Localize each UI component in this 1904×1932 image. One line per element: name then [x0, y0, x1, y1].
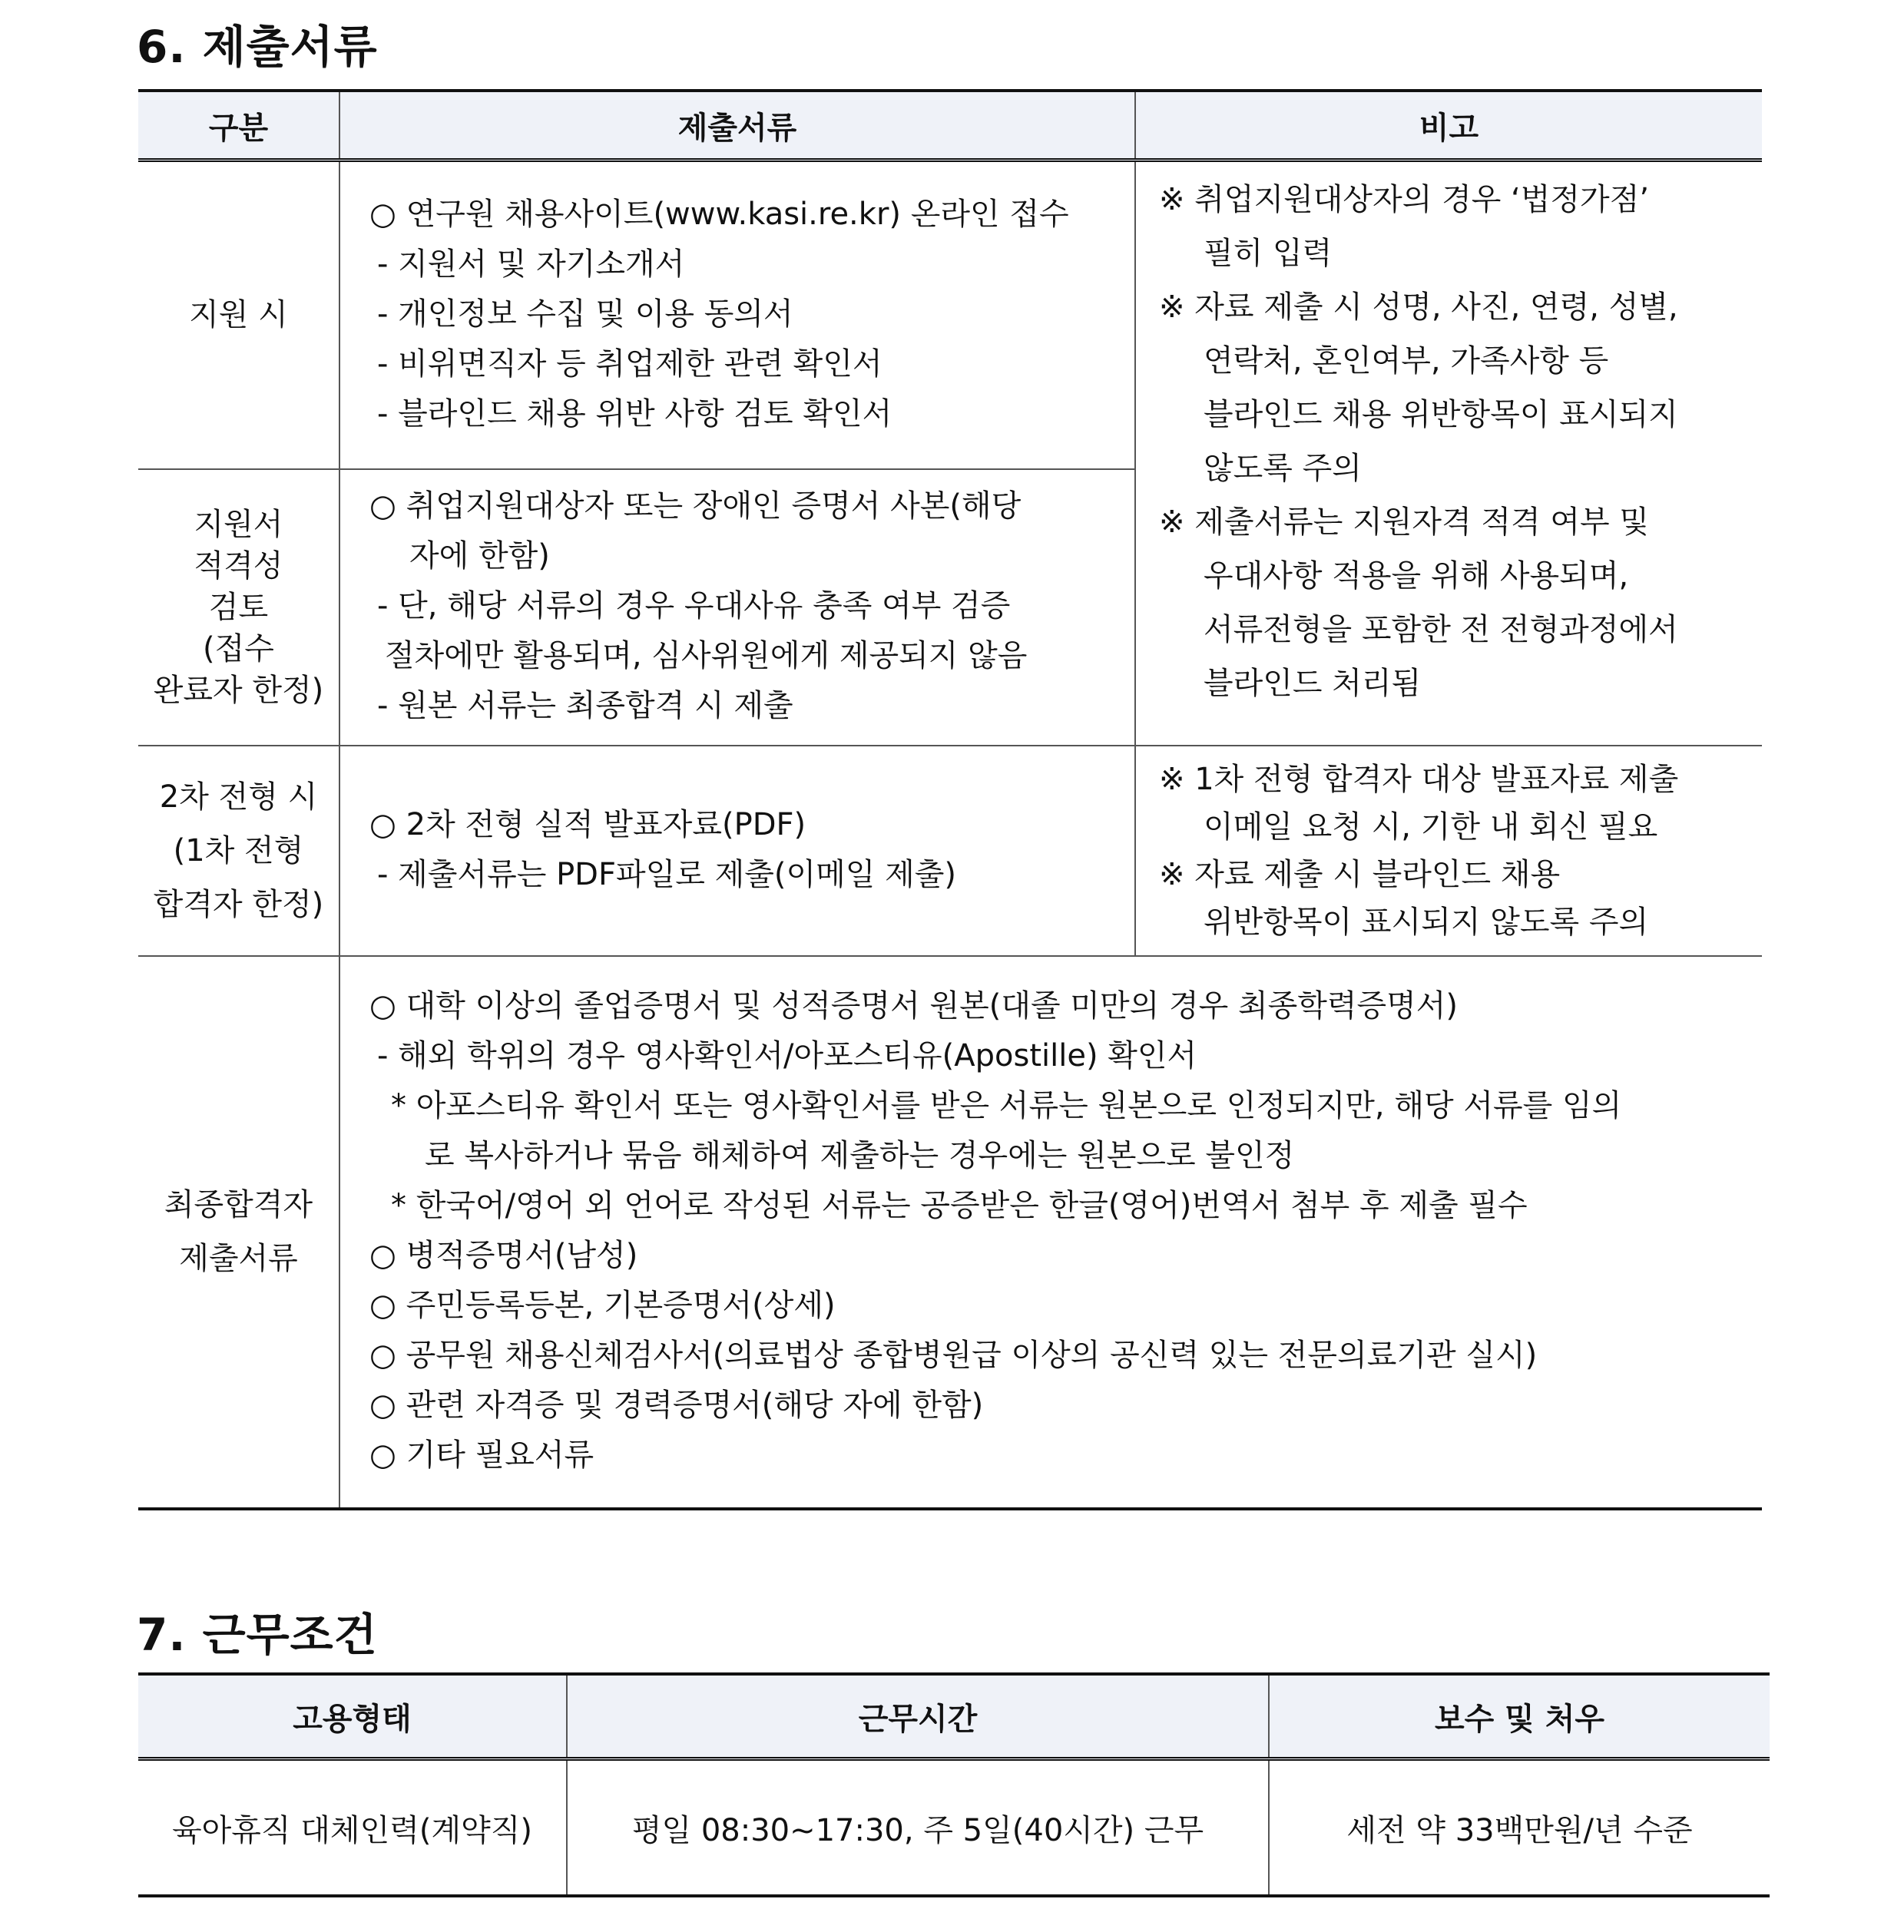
- document-item: ○ 기타 필요서류: [369, 1437, 594, 1473]
- header-remarks: 비고: [1135, 91, 1762, 160]
- document-item: ○ 주민등록등본, 기본증명서(상세): [369, 1288, 836, 1323]
- document-item: - 단, 해당 서류의 경우 우대사유 충족 여부 검증: [377, 588, 1011, 624]
- table-row: [138, 160, 1762, 469]
- document-item: 절차에만 활용되며, 심사위원에게 제공되지 않음: [385, 638, 1028, 673]
- document-item: - 지원서 및 자기소개서: [377, 246, 685, 282]
- row-category: [138, 469, 339, 746]
- document-item: ○ 병적증명서(남성): [369, 1238, 638, 1273]
- remark-item: ※ 1차 전형 합격자 대상 발표자료 제출: [1159, 761, 1679, 797]
- document-item: ○ 취업지원대상자 또는 장애인 증명서 사본(해당: [369, 488, 1022, 524]
- remark-item: 서류전형을 포함한 전 전형과정에서: [1204, 612, 1678, 647]
- category-text: 2차 전형 시: [159, 779, 318, 815]
- document-item: ○ 공무원 채용신체검사서(의료법상 종합병원급 이상의 공신력 있는 전문의료기관 실시): [369, 1338, 1538, 1373]
- table-row: [138, 746, 1762, 956]
- remark-item: 우대사항 적용을 위해 사용되며,: [1204, 558, 1629, 594]
- row-documents: [339, 956, 1762, 1509]
- category-text: 제출서류: [179, 1241, 298, 1276]
- remark-item: ※ 취업지원대상자의 경우 ‘법정가점’: [1159, 182, 1650, 217]
- table-row: [138, 956, 1762, 1509]
- row-category: [138, 746, 339, 956]
- remark-item: 않도록 주의: [1204, 451, 1362, 486]
- section-7-title: 7. 근무조건: [137, 1609, 378, 1661]
- document-item: - 해외 학위의 경우 영사확인서/아포스티유(Apostille) 확인서: [377, 1038, 1197, 1074]
- document-item: - 원본 서류는 최종합격 시 제출: [377, 688, 793, 723]
- compensation-value: 세전 약 33백만원/년 수준: [1269, 1759, 1770, 1897]
- document-item: 로 복사하거나 묶음 해체하여 제출하는 경우에는 원본으로 불인정: [425, 1138, 1295, 1173]
- row-documents: [339, 160, 1135, 469]
- document-item: * 한국어/영어 외 언어로 작성된 서류는 공증받은 한글(영어)번역서 첨부 후 제출 필수: [391, 1188, 1528, 1223]
- header-work-hours: 근무시간: [567, 1674, 1269, 1759]
- remark-item: 연락처, 혼인여부, 가족사항 등: [1204, 343, 1609, 379]
- row-category: [138, 956, 339, 1509]
- remark-item: 블라인드 처리됨: [1204, 666, 1422, 701]
- category-text: 최종합격자: [164, 1187, 313, 1222]
- row-remarks: [1135, 746, 1762, 956]
- remark-item: ※ 자료 제출 시 블라인드 채용: [1159, 856, 1561, 892]
- remark-item: ※ 자료 제출 시 성명, 사진, 연령, 성별,: [1159, 289, 1678, 325]
- document-item: ○ 2차 전형 실적 발표자료(PDF): [369, 806, 806, 842]
- remark-item: 블라인드 채용 위반항목이 표시되지: [1204, 397, 1678, 432]
- category-text: 합격자 한정): [153, 886, 324, 922]
- work-hours-value: 평일 08:30~17:30, 주 5일(40시간) 근무: [567, 1759, 1269, 1897]
- remark-item: 필히 입력: [1204, 236, 1333, 271]
- document-item: - 개인정보 수집 및 이용 동의서: [377, 296, 793, 332]
- category-text: 검토: [208, 589, 269, 625]
- section-6-title: 6. 제출서류: [137, 21, 378, 73]
- document-item: 자에 한함): [409, 538, 550, 574]
- table-row: [138, 1759, 1770, 1897]
- employment-type-value: 육아휴직 대체인력(계약직): [172, 1812, 532, 1848]
- category-text: 지원 시: [189, 297, 288, 333]
- document-item: - 블라인드 채용 위반 사항 검토 확인서: [377, 395, 892, 432]
- documents-table: [138, 89, 1762, 1510]
- document-item: ○ 관련 자격증 및 경력증명서(해당 자에 한함): [369, 1388, 984, 1423]
- row-category: [138, 160, 339, 469]
- document-item: * 아포스티유 확인서 또는 영사확인서를 받은 서류는 원본으로 인정되지만, 해당 서류를 임의: [391, 1088, 1622, 1123]
- document-item: - 제출서류는 PDF파일로 제출(이메일 제출): [377, 856, 957, 892]
- row-documents: [339, 746, 1135, 956]
- category-text: (1차 전형: [173, 832, 304, 868]
- remark-item: ※ 제출서류는 지원자격 적격 여부 및: [1159, 505, 1650, 540]
- document-item: ○ 대학 이상의 졸업증명서 및 성적증명서 원본(대졸 미만의 경우 최종학력증명서): [369, 988, 1459, 1024]
- row-documents: [339, 469, 1135, 746]
- header-employment-type: 고용형태: [138, 1674, 567, 1759]
- category-text: (접수: [203, 630, 274, 667]
- document-item: ○ 연구원 채용사이트(www.kasi.re.kr) 온라인 접수: [369, 196, 1069, 232]
- header-compensation: 보수 및 처우: [1269, 1674, 1770, 1759]
- work-conditions-table: [138, 1672, 1770, 1897]
- row-remarks: [1135, 160, 1762, 746]
- category-text: 적격성: [194, 548, 283, 584]
- header-category: 구분: [138, 91, 339, 160]
- remark-item: 이메일 요청 시, 기한 내 회신 필요: [1204, 809, 1658, 845]
- header-documents: 제출서류: [339, 91, 1135, 160]
- document-item: - 비위면직자 등 취업제한 관련 확인서: [377, 346, 882, 382]
- category-text: 지원서: [194, 506, 283, 542]
- category-text: 완료자 한정): [153, 672, 324, 708]
- remark-item: 위반항목이 표시되지 않도록 주의: [1204, 904, 1649, 940]
